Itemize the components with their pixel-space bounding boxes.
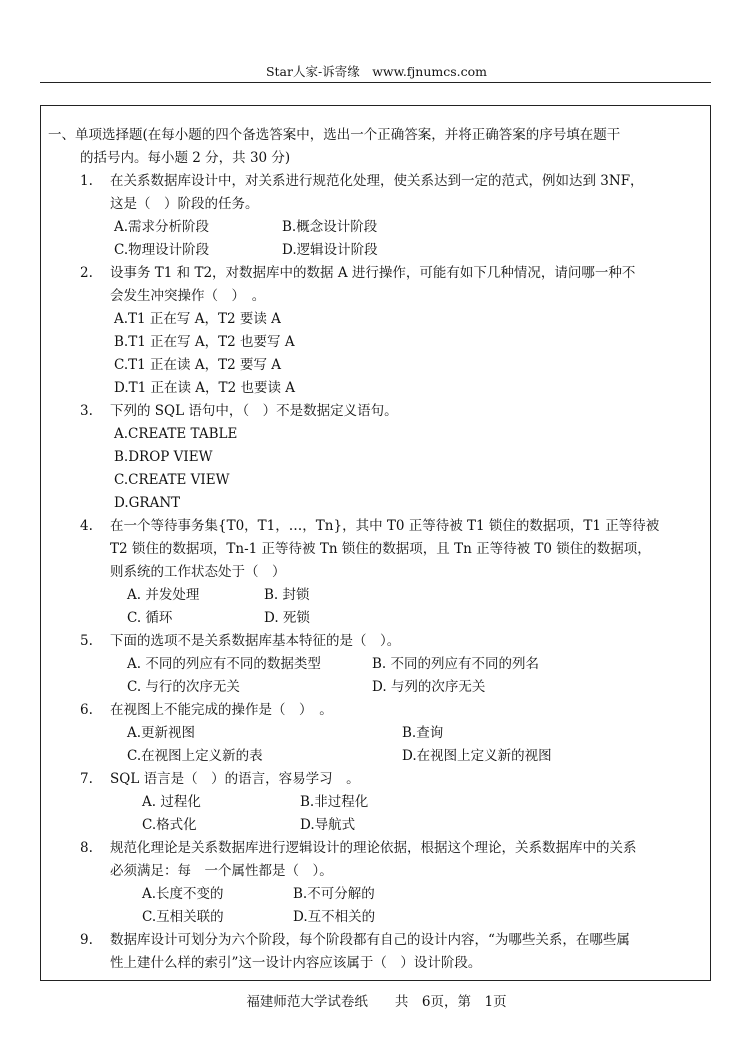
question-number: 9.	[80, 932, 93, 948]
question-number: 8.	[80, 840, 93, 856]
question-text: 设事务 T1 和 T2，对数据库中的数据 A 进行操作，可能有如下几种情况，请问哪一种不	[110, 265, 636, 281]
question-text: 在关系数据库设计中，对关系进行规范化处理，使关系达到一定的范式，例如达到 3NF，	[110, 173, 644, 189]
option: B.不可分解的	[293, 886, 375, 902]
question-text: 必须满足：每 一个属性都是（ ）。	[110, 863, 333, 879]
option: D.GRANT	[114, 495, 181, 511]
option: B.T1 正在写 A，T2 也要写 A	[114, 334, 295, 350]
question-text: T2 锁住的数据项，Tn-1 正等待被 Tn 锁住的数据项，且 Tn 正等待被 T0 锁住的数据项，	[110, 541, 651, 557]
question-number: 2.	[80, 265, 93, 281]
option: A. 并发处理	[127, 587, 200, 603]
option: A.更新视图	[127, 725, 196, 741]
question-text: SQL 语言是（ ）的语言，容易学习 。	[110, 771, 360, 787]
option: C.互相关联的	[142, 909, 224, 925]
option: C.物理设计阶段	[114, 242, 210, 258]
question-number: 5.	[80, 633, 93, 649]
option: D.在视图上定义新的视图	[402, 748, 552, 764]
header-divider	[40, 82, 711, 83]
option: B.DROP VIEW	[114, 449, 213, 465]
question-text: 会发生冲突操作（ ） 。	[110, 288, 266, 304]
option: D. 死锁	[264, 610, 310, 626]
page-header: Star人家-诉寄缘 www.fjnumcs.com	[265, 64, 488, 79]
option: B.概念设计阶段	[282, 219, 378, 235]
option: D.导航式	[300, 817, 356, 833]
question-text: 在视图上不能完成的操作是（ ） 。	[110, 702, 333, 718]
section-title: 一、单项选择题(在每小题的四个备选答案中，选出一个正确答案，并将正确答案的序号填在题干	[48, 127, 621, 143]
question-text: 规范化理论是关系数据库进行逻辑设计的理论依据，根据这个理论，关系数据库中的关系	[110, 840, 637, 856]
question-number: 1.	[80, 173, 93, 189]
option: B.查询	[402, 725, 444, 741]
option: A.T1 正在写 A，T2 要读 A	[114, 311, 281, 327]
option: D.互不相关的	[293, 909, 376, 925]
question-number: 6.	[80, 702, 93, 718]
option: A.长度不变的	[142, 886, 224, 902]
question-text: 下面的选项不是关系数据库基本特征的是（ ）。	[110, 633, 401, 649]
question-number: 7.	[80, 771, 93, 787]
question-text: 性上建什么样的索引”这一设计内容应该属于（ ）设计阶段。	[110, 955, 482, 971]
question-text: 则系统的工作状态处于（ ）	[110, 564, 286, 580]
question-text: 这是（ ）阶段的任务。	[110, 196, 259, 212]
option: C.CREATE VIEW	[114, 472, 230, 488]
option: C. 循环	[127, 610, 173, 626]
option: A. 过程化	[142, 794, 201, 810]
question-text: 下列的 SQL 语句中，（ ）不是数据定义语句。	[110, 403, 398, 419]
page-footer: 福建师范大学试卷纸 共 6页，第 1页	[246, 994, 507, 1010]
option: A. 不同的列应有不同的数据类型	[127, 656, 321, 672]
section-title-cont: 的括号内。每小题 2 分，共 30 分)	[80, 150, 291, 166]
option: D. 与列的次序无关	[372, 679, 486, 695]
option: A.CREATE TABLE	[114, 426, 238, 442]
option: C. 与行的次序无关	[127, 679, 240, 695]
question-number: 3.	[80, 403, 93, 419]
option: D.逻辑设计阶段	[282, 242, 378, 258]
option: A.需求分析阶段	[114, 219, 210, 235]
option: B.非过程化	[300, 794, 369, 810]
option: B. 封锁	[264, 587, 310, 603]
question-number: 4.	[80, 518, 93, 534]
question-text: 数据库设计可划分为六个阶段，每个阶段都有自己的设计内容，“为哪些关系，在哪些属	[110, 932, 630, 948]
option: C.格式化	[142, 817, 197, 833]
option: B. 不同的列应有不同的列名	[372, 656, 540, 672]
question-text: 在一个等待事务集{T0，T1，…，Tn}，其中 T0 正等待被 T1 锁住的数据项，T1 正等待被	[110, 518, 660, 534]
option: C.T1 正在读 A，T2 要写 A	[114, 357, 281, 373]
option: C.在视图上定义新的表	[127, 748, 263, 764]
option: D.T1 正在读 A，T2 也要读 A	[114, 380, 295, 396]
